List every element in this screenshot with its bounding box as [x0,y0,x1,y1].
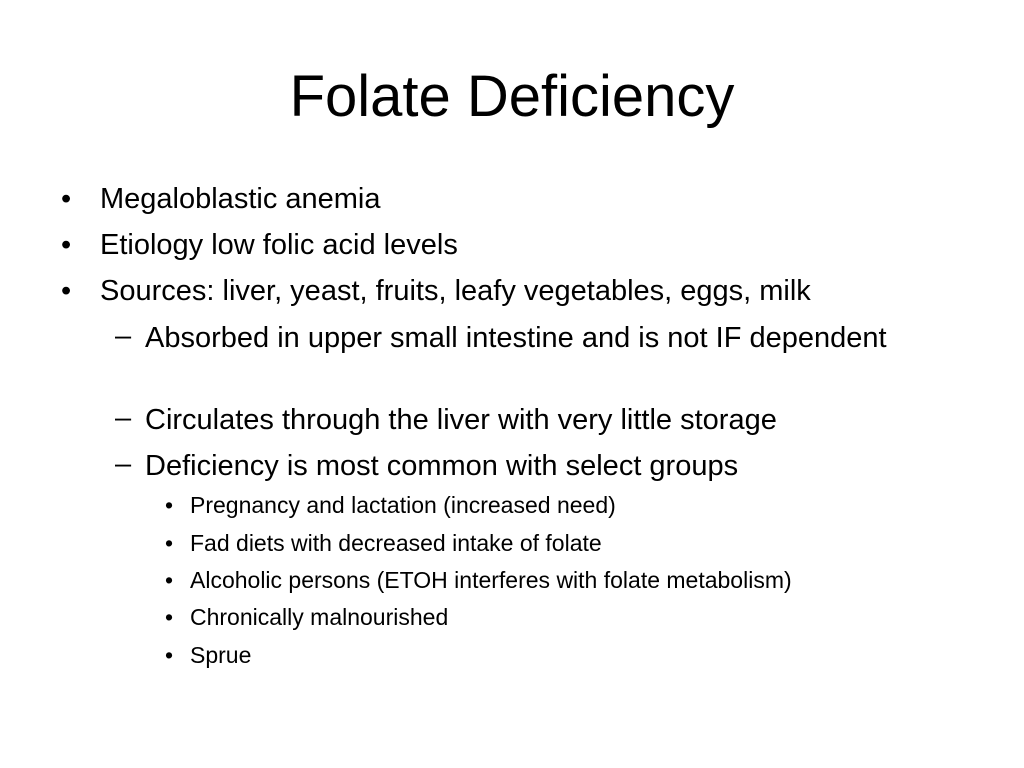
dash-marker: – [115,448,132,480]
bullet-text: Sources: liver, yeast, fruits, leafy vegetables, eggs, milk [100,275,811,307]
bullet-text: Megaloblastic anemia [100,183,381,215]
sub-bullet-text: Circulates through the liver with very little storage [145,404,777,436]
dash-marker: – [115,402,132,434]
bullet-marker: • [61,229,72,261]
slide-title: Folate Deficiency [289,64,735,129]
bullet-marker: • [165,567,174,593]
bullet-marker: • [165,642,174,668]
sub-bullet-text: Absorbed in upper small intestine and is not IF dependent [145,322,887,354]
bullet-marker: • [61,275,72,307]
sub-bullet-text: Deficiency is most common with select groups [145,450,739,482]
sub-sub-bullet-text: Chronically malnourished [190,604,449,630]
sub-sub-bullet-text: Alcoholic persons (ETOH interferes with folate metabolism) [190,567,792,593]
bullet-marker: • [61,183,72,215]
bullet-marker: • [165,492,174,518]
bullet-marker: • [165,530,174,556]
bullet-marker: • [165,604,174,630]
dash-marker: – [115,320,132,352]
sub-sub-bullet-text: Fad diets with decreased intake of folate [190,530,602,556]
bullet-text: Etiology low folic acid levels [100,229,458,261]
sub-sub-bullet-text: Sprue [190,642,252,668]
sub-sub-bullet-text: Pregnancy and lactation (increased need) [190,492,616,518]
